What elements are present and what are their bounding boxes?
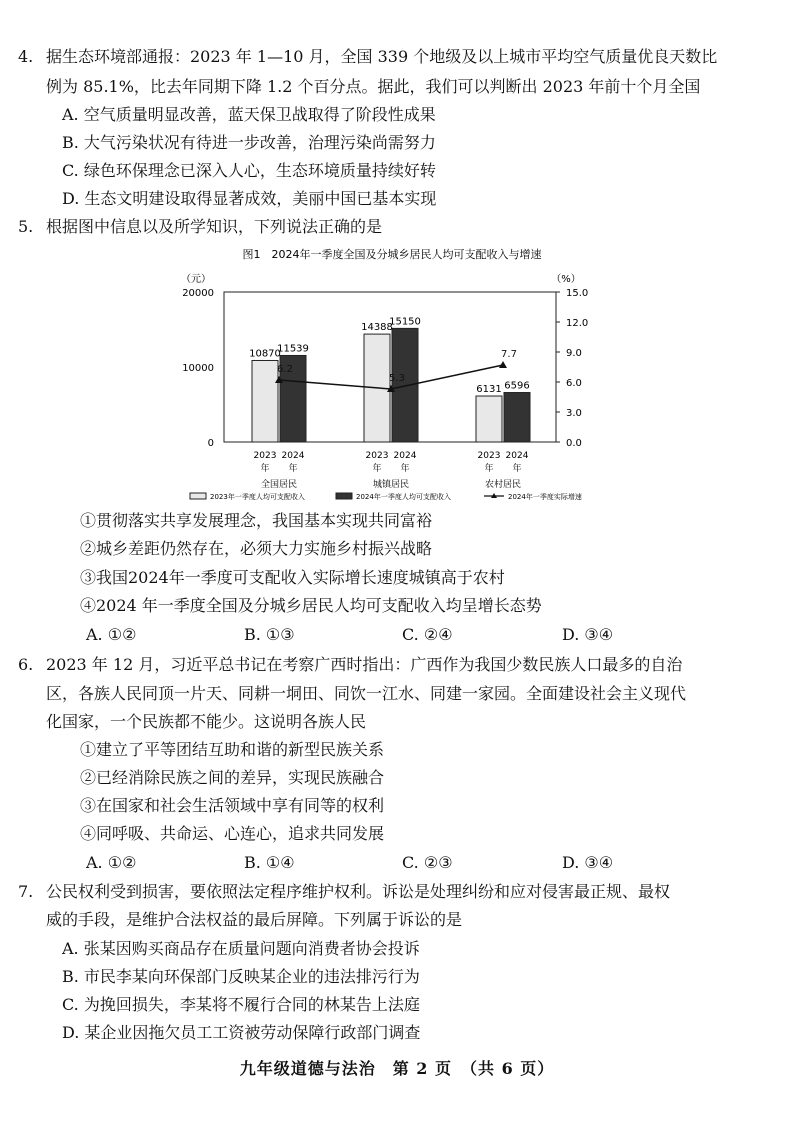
q5-choice-a: A. ①② xyxy=(86,625,137,644)
page-footer: 九年级道德与法治 第 2 页 （共 6 页） xyxy=(239,1059,555,1078)
q6-choice-d: D. ③④ xyxy=(562,853,614,872)
q5-statement-4: ④2024 年一季度全国及分城乡居民人均可支配收入均呈增长态势 xyxy=(80,596,542,615)
q4-option-c: C. 绿色环保理念已深入人心，生态环境质量持续好转 xyxy=(62,161,436,180)
year-label-2024: 2024 xyxy=(393,451,417,461)
q6-statement-1: ①建立了平等团结互助和谐的新型民族关系 xyxy=(80,740,385,759)
q5-statement-3: ③我国2024年一季度可支配收入实际增长速度城镇高于农村 xyxy=(80,568,505,587)
year-label-2024: 2024 xyxy=(281,451,305,461)
growth-label: 6.2 xyxy=(277,364,293,375)
bar-2023 xyxy=(476,396,502,442)
q7-stem-line-1: 公民权利受到损害，要依照法定程序维护权利。诉讼是处理纠纷和应对侵害最正规、最权 xyxy=(46,882,671,901)
year-suffix: 年 xyxy=(260,464,270,474)
q6-choice-c: C. ②③ xyxy=(402,853,453,872)
q5-statement-2: ②城乡差距仍然存在，必须大力实施乡村振兴战略 xyxy=(80,539,433,558)
left-axis-unit: （元） xyxy=(181,274,211,285)
bar-value-2023: 10870 xyxy=(249,348,281,360)
q7-option-b: B. 市民李某向环保部门反映某企业的违法排污行为 xyxy=(62,967,420,986)
year-suffix: 年 xyxy=(512,464,522,474)
q5-number: 5. xyxy=(18,217,34,236)
legend-swatch-2024 xyxy=(336,493,352,499)
bar-2024 xyxy=(392,328,418,442)
year-suffix: 年 xyxy=(400,464,410,474)
year-label-2024: 2024 xyxy=(505,451,529,461)
bar-2024 xyxy=(504,393,530,442)
q4-option-b: B. 大气污染状况有待进一步改善，治理污染尚需努力 xyxy=(62,133,436,152)
q4-option-d: D. 生态文明建设取得显著成效，美丽中国已基本实现 xyxy=(62,189,437,208)
year-label-2023: 2023 xyxy=(253,451,277,461)
left-tick-label: 10000 xyxy=(182,363,214,374)
chart-title: 图1 2024年一季度全国及分城乡居民人均可支配收入与增速 xyxy=(242,248,542,261)
left-tick-label: 20000 xyxy=(182,288,214,299)
bar-value-2024: 11539 xyxy=(277,343,309,355)
q4-stem-line-1: 据生态环境部通报：2023 年 1—10 月，全国 339 个地级及以上城市平均空气质量优良天数比 xyxy=(46,47,718,66)
q5-stem: 根据图中信息以及所学知识，下列说法正确的是 xyxy=(46,217,383,236)
q6-stem-line-1: 2023 年 12 月，习近平总书记在考察广西时指出：广西作为我国少数民族人口最多的自治 xyxy=(46,655,683,674)
q4-option-a: A. 空气质量明显改善，蓝天保卫战取得了阶段性成果 xyxy=(62,105,436,124)
growth-point xyxy=(499,361,507,368)
q6-number: 6. xyxy=(18,655,34,674)
q5-choice-b: B. ①③ xyxy=(244,625,295,644)
right-tick-label: 6.0 xyxy=(566,378,582,389)
q6-stem-line-3: 化国家，一个民族都不能少。这说明各族人民 xyxy=(46,712,367,731)
right-tick-label: 0.0 xyxy=(566,438,582,449)
right-tick-label: 9.0 xyxy=(566,348,582,359)
q7-option-d: D. 某企业因拖欠员工工资被劳动保障行政部门调查 xyxy=(62,1023,421,1042)
bar-value-2023: 6131 xyxy=(476,384,502,396)
income-chart xyxy=(0,240,794,510)
legend-swatch-2023 xyxy=(190,493,206,499)
q5-statement-1: ①贯彻落实共享发展理念，我国基本实现共同富裕 xyxy=(80,511,433,530)
growth-label: 5.3 xyxy=(389,373,405,384)
q6-statement-4: ④同呼吸、共命运、心连心，追求共同发展 xyxy=(80,824,385,843)
q7-option-c: C. 为挽回损失，李某将不履行合同的林某告上法庭 xyxy=(62,995,420,1014)
bar-value-2023: 14388 xyxy=(361,322,393,334)
q6-stem-line-2: 区，各族人民同顶一片天、同耕一垌田、同饮一江水、同建一家园。全面建设社会主义现代 xyxy=(46,684,687,703)
q4-stem-line-2: 例为 85.1%，比去年同期下降 1.2 个百分点。据此，我们可以判断出 2023 年前十个月全国 xyxy=(46,77,701,96)
q5-choice-d: D. ③④ xyxy=(562,625,614,644)
bar-2023 xyxy=(252,360,278,442)
bar-value-2024: 6596 xyxy=(504,380,530,392)
year-suffix: 年 xyxy=(372,464,382,474)
category-label: 农村居民 xyxy=(484,480,522,490)
q7-stem-line-2: 威的手段，是维护合法权益的最后屏障。下列属于诉讼的是 xyxy=(46,910,463,929)
year-suffix: 年 xyxy=(484,464,494,474)
q6-choice-b: B. ①④ xyxy=(244,853,295,872)
q7-option-a: A. 张某因购买商品存在质量问题向消费者协会投诉 xyxy=(62,939,420,958)
year-label-2023: 2023 xyxy=(365,451,389,461)
legend-label-growth: 2024年一季度实际增速 xyxy=(508,493,582,501)
bar-value-2024: 15150 xyxy=(389,316,421,328)
year-label-2023: 2023 xyxy=(477,451,501,461)
category-label: 城镇居民 xyxy=(372,480,410,490)
year-suffix: 年 xyxy=(288,464,298,474)
right-axis-unit: （%） xyxy=(551,274,581,285)
q6-statement-3: ③在国家和社会生活领域中享有同等的权利 xyxy=(80,796,385,815)
right-tick-label: 12.0 xyxy=(566,318,589,329)
q6-choice-a: A. ①② xyxy=(86,853,137,872)
category-label: 全国居民 xyxy=(260,480,298,490)
right-tick-label: 15.0 xyxy=(566,288,589,299)
q4-number: 4. xyxy=(18,47,34,66)
q6-statement-2: ②已经消除民族之间的差异，实现民族融合 xyxy=(80,768,385,787)
q7-number: 7. xyxy=(18,882,34,901)
legend-label-2023: 2023年一季度人均可支配收入 xyxy=(210,493,305,501)
left-tick-label: 0 xyxy=(207,438,214,449)
growth-label: 7.7 xyxy=(501,349,517,360)
legend-label-2024: 2024年一季度人均可支配收入 xyxy=(356,493,451,501)
right-tick-label: 3.0 xyxy=(566,408,582,419)
q5-choice-c: C. ②④ xyxy=(402,625,453,644)
